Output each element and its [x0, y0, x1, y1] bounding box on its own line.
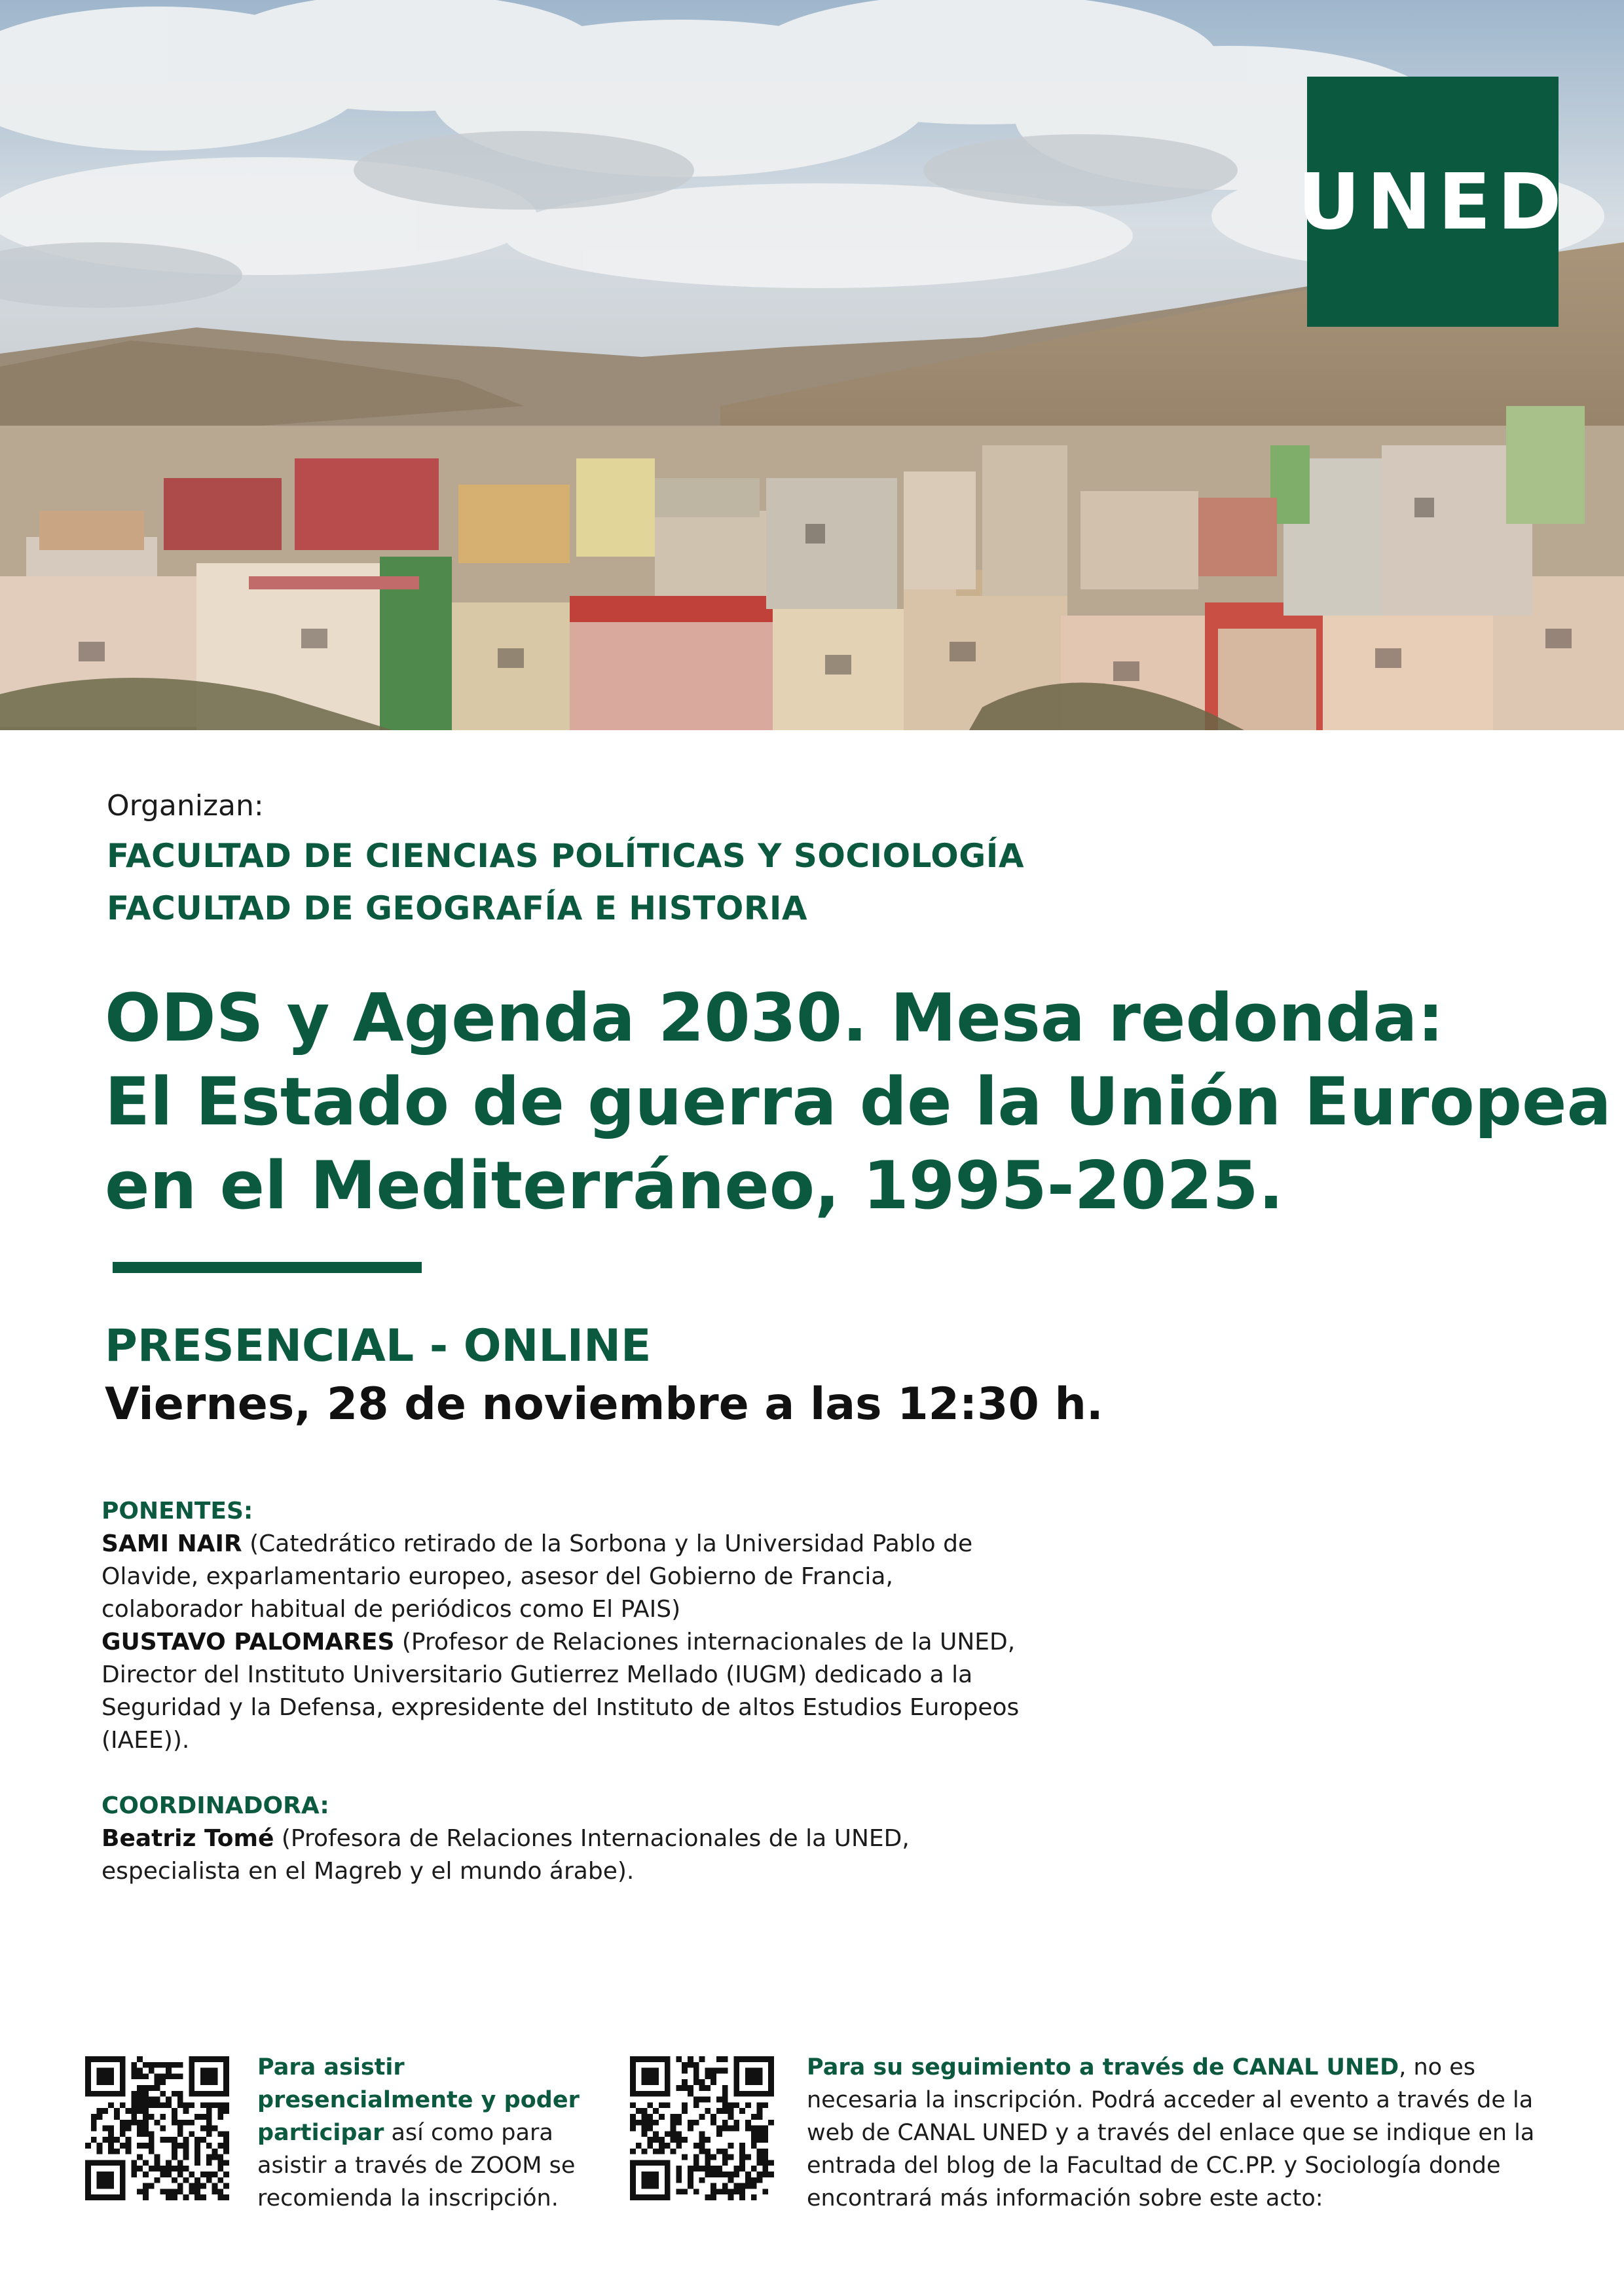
event-date: Viernes, 28 de noviembre a las 12:30 h.	[105, 1378, 1103, 1430]
logo-wordmark: UNED	[1297, 157, 1568, 247]
speakers-section	[101, 1495, 1031, 1888]
speaker-name: SAMI NAIR	[101, 1530, 242, 1557]
speakers-label: PONENTES:	[101, 1498, 253, 1525]
coordinator-description: (Profesora de Relaciones Internacionales de la UNED, especialista en el Magreb y el mundo árabe).	[101, 1825, 910, 1885]
organizers-label: Organizan:	[107, 789, 264, 823]
footer-canal-uned-note	[807, 2051, 1560, 2215]
title-divider	[113, 1262, 422, 1273]
footer-registration-note	[257, 2051, 598, 2215]
speaker-description: (Profesor de Relaciones internacionales de la UNED, Director del Instituto Universitario Gutierrez Mellado (IUGM) dedicado a la Seguridad y la Defensa, expresidente del Instituto de altos Estudios Europeos (IAEE)).	[101, 1629, 1020, 1754]
coordinator-label: COORDINADORA:	[101, 1792, 329, 1819]
footer-right-text: , no es necesaria la inscripción. Podrá acceder al evento a través de la web de CANAL UNED y a través del enlace que se indique en la entrada del blog de la Facultad de CC.PP. y Sociología donde encontrará más información sobre este acto:	[807, 2054, 1535, 2211]
faculty-political-science: FACULTAD DE CIENCIAS POLÍTICAS Y SOCIOLOGÍA	[107, 837, 1025, 875]
hero-photo	[0, 0, 1624, 730]
speaker-description: (Catedrático retirado de la Sorbona y la Universidad Pablo de Olavide, exparlamentario europeo, asesor del Gobierno de Francia, colaborador habitual de periódicos como El PAIS)	[101, 1530, 973, 1623]
event-mode: PRESENCIAL - ONLINE	[105, 1320, 652, 1372]
title-line: ODS y Agenda 2030. Mesa redonda:	[105, 979, 1444, 1056]
coordinator-name: Beatriz Tomé	[101, 1825, 274, 1852]
uned-logo	[1297, 77, 1568, 327]
qr-code-registration[interactable]	[85, 2056, 229, 2200]
footer-left-text: así como para asistir a través de ZOOM se recomienda la inscripción.	[257, 2120, 576, 2211]
footer-right-highlight: Para su seguimiento a través de CANAL UNED	[807, 2054, 1399, 2080]
coordinator-entry	[101, 1822, 1031, 1888]
title-line: El Estado de guerra de la Unión Europea	[105, 1063, 1612, 1140]
speaker-entry	[101, 1528, 1031, 1626]
footer-left-highlight: Para asistir presencialmente y poder participar	[257, 2054, 580, 2146]
title-line: en el Mediterráneo, 1995-2025.	[105, 1147, 1284, 1224]
speaker-name: GUSTAVO PALOMARES	[101, 1629, 395, 1655]
faculty-geography-history: FACULTAD DE GEOGRAFÍA E HISTORIA	[107, 889, 808, 927]
speaker-entry	[101, 1626, 1031, 1757]
event-title	[105, 976, 1612, 1227]
qr-code-canal-uned[interactable]	[630, 2056, 774, 2200]
